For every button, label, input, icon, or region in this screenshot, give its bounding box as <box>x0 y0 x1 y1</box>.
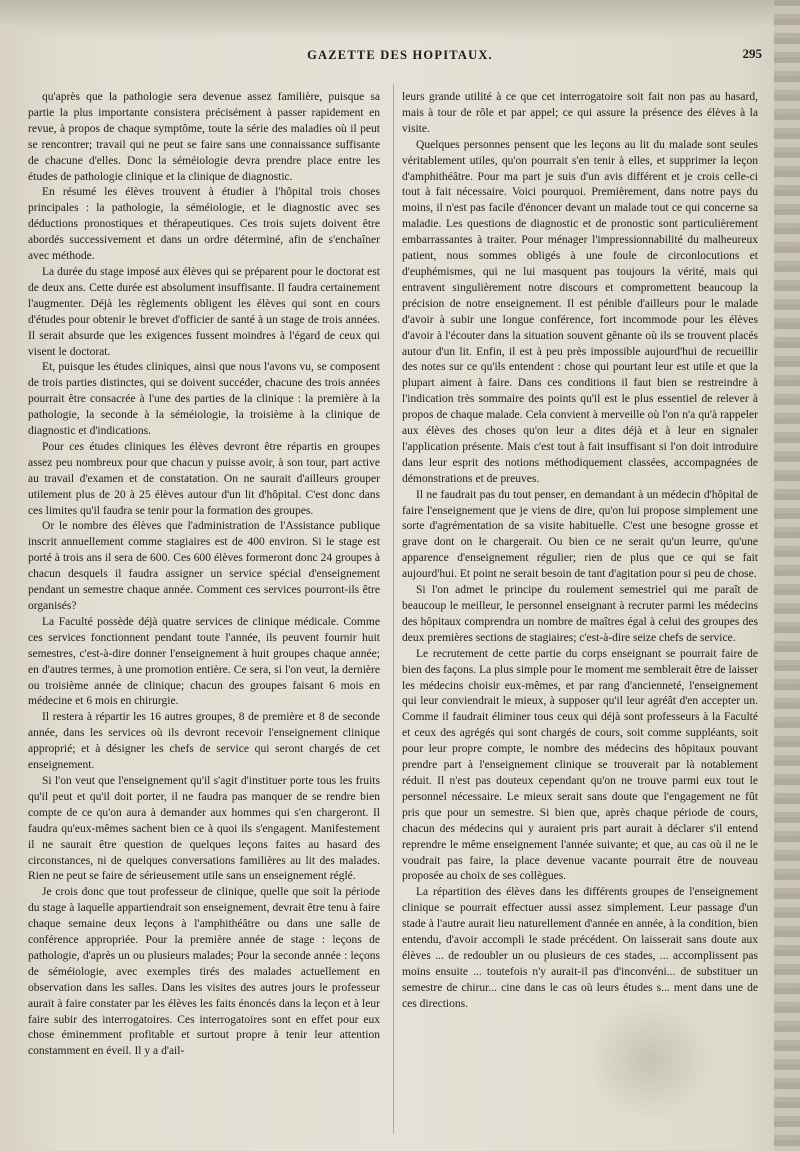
page-number: 295 <box>742 46 762 61</box>
paragraph: En résumé les élèves trouvent à étudier à l'hôpital trois choses principales : la pathologie, la séméiologie, et le diagnostic avec ses déductions pronostiques et thérapeutiques. Ces trois sujets doivent être abordés successivement et dans un ordre déterminé, afin de s'enchaîner avec méthode. <box>28 186 380 263</box>
paragraph: qu'après que la pathologie sera devenue assez familière, puisque sa partie la plus importante consistera précisément à passer rapidement en revue, à propos de chaque symptôme, toute la série des maladies où il peut se rencontrer; travail qui ne peut se faire sans une connaissance suffisante de chacune d'elles. Donc la séméiologie devra prendre place entre les études de pathologie clinique et la clinique de diagnostic. <box>28 91 380 183</box>
paragraph: La répartition des élèves dans les différents groupes de l'enseignement clinique se pourrait effectuer aussi assez simplement. Leur passage d'un stade à l'autre aurait lieu naturellement d'année en année, à la condition, bien entendu, d'avoir accompli le stade précédent. On laisserait sans doute aux élèves ... de redoubler un ou plusieurs de ces stades, ... accomplissent pas moins ensuite ... toutefois n'y aurait-il pas d'inconvéni... de substituer un semestre de chirur... cine dans le cas où leurs études s... ment dans une de ces directions. <box>402 886 758 1010</box>
journal-title: GAZETTE DES HOPITAUX. <box>307 48 493 62</box>
paragraph: Et, puisque les études cliniques, ainsi que nous l'avons vu, se composent de trois parties distinctes, qui se doivent succéder, chacune des trois années pourrait être consacrée à l'une des parties de la clinique : la première à la pathologie, la seconde à la séméiologie, la troisième à la clinique de diagnostic et d'indications. <box>28 361 380 438</box>
paragraph: Je crois donc que tout professeur de clinique, quelle que soit la période du stage à laquelle appartiendrait son enseignement, devrait être tenu à faire chaque semaine deux leçons à l'amphithéâtre ou dans une salle de conférence appropriée. Pour la première année de stage : leçons de pathologie, d'après un ou plusieurs malades; Pour la seconde année : leçons de séméiologie, avec exemples tirés des malades actuellement en observation dans les salles. Dans les visites des autres jours le professeur aurait à faire constater par les élèves les faits énoncés dans la leçon et à leur faire subir des interrogatoires. Ces interrogatoires sont en effet pour eux chose éminemment profitable et surtout propre à tenir leur attention constamment en éveil. Il y a d'ail- <box>28 886 380 1058</box>
paragraph: Quelques personnes pensent que les leçons au lit du malade sont seules véritablement utiles, qu'on pourrait s'en tenir à elles, et supprimer la leçon d'amphithéâtre. Pour ma part je suis d'un avis différent et je crois celle-ci tout à fait nécessaire. Voici pourquoi. Premièrement, dans notre pays du moins, il n'est pas facile d'énoncer devant un malade tout ce qui concerne sa maladie. Les questions de diagnostic et de pronostic sont particulièrement embarrassantes à traiter. Pour ménager l'impressionnabilité du malheureux patient, nous sommes obligés à une foule de circonlocutions et d'euphémismes, qui ne lui masquent pas toujours la vérité, mais qui entravent singulièrement notre discours et compromettent beaucoup la précision de notre enseignement. Il est pénible d'ailleurs pour le malade d'avoir à subir une longue conférence, fort incommode pour les élèves d'avoir à l'écouter dans la situation souvent gênante où ils se trouvent placés autour d'un lit. Enfin, il est à peu près impossible aujourd'hui de recueillir des notes sur ce qu'ils entendent : chose qui pourtant leur est utile et que la plupart aiment à faire. Dans ces conditions il faut bien se restreindre à l'indication très sommaire des points qu'il est le plus essentiel de relever à propos de chaque malade. Cela convient à merveille où l'on n'a qu'à rappeler aux élèves des choses qu'on leur a dites déjà et à leur en signaler l'application présente. Mais c'est tout à fait insuffisant si l'on doit introduire dans leur esprit des notions méthodiquement classées, accompagnées de démonstrations et de preuves. <box>402 138 758 485</box>
torn-right-edge <box>774 0 800 1151</box>
paragraph: leurs grande utilité à ce que cet interrogatoire soit fait non pas au hasard, mais à tour de rôle et par appel; ce qui assure la présence des élèves à la visite. <box>402 91 758 135</box>
paragraph: La durée du stage imposé aux élèves qui se préparent pour le doctorat est de deux ans. Cette durée est absolument insuffisante. Il faudra certainement l'augmenter. Déjà les règlements obligent les élèves qui sont en cours d'études pour obtenir le brevet d'officier de santé à un stage de trois années. Il serait absurde que les exigences fussent moindres à l'égard de ceux qui visent le doctorat. <box>28 265 380 358</box>
paragraph: La Faculté possède déjà quatre services de clinique médicale. Comme ces services fonctionnent pendant toute l'année, ils peuvent fournir huit semestres, c'est-à-dire donner l'enseignement à huit groupes chaque année; en d'autres termes, à une promotion entière. Ce sera, si l'on veut, la dernière ou troisième année de clinique; chacun des groupes faisant 6 mois en médecine et 6 mois en chirurgie. <box>28 615 380 708</box>
left-column <box>28 90 380 1060</box>
paragraph: Pour ces études cliniques les élèves devront être répartis en groupes assez peu nombreux pour que chacun y puisse avoir, à son tour, part active au travail d'examen et de constatation. On ne saurait d'ailleurs grouper utilement plus de 20 à 25 élèves autour d'un lit d'hôpital. C'est donc dans ces limites qu'il faudra se tenir pour la formation des groupes. <box>28 440 380 517</box>
paragraph: Il ne faudrait pas du tout penser, en demandant à un médecin d'hôpital de faire l'enseignement que je viens de dire, qu'on lui propose simplement une sorte d'agrémentation de sa visite habituelle. C'est une besogne grosse et grave dont on le chargerait. Ou bien ce ne serait qu'un leurre, qu'une apparence d'enseignement régulier; rien de plus que ce qui se fait aujourd'hui. Et point ne serait besoin de tant d'agitation pour si peu de chose. <box>402 488 758 581</box>
paper-stain <box>585 1000 715 1120</box>
paragraph: Le recrutement de cette partie du corps enseignant se pourrait faire de bien des façons. La plus simple pour le moment me semblerait être de laisser les médecins choisir eux-mêmes, et par rang d'ancienneté, l'enseignement qui leur conviendrait le mieux, à supposer qu'il leur agréât d'en accepter un. Comme il faudrait éliminer tous ceux qui déjà sont professeurs à la Faculté et ceux des agrégés qui sont chargés de cours, soit comme suppléants, soit pour leur propre compte, le nombre des médecins des hôpitaux pouvant prendre part à l'enseignement clinique se trouverait par là notablement réduit. Il n'est pas douteux cependant qu'on ne trouve parmi eux tout le personnel nécessaire. Le mieux serait sans doute que l'engagement ne fût pris que pour un semestre. Si bien que, après chaque période de cours, chacun des médecins qui y auraient pris part aurait à déclarer s'il entend reprendre le même enseignement l'année suivante; et que, au cas où il ne le voudrait pas faire, la place devenue vacante pourrait être de nouveau proposée au choix de ses collègues. <box>402 647 758 883</box>
paragraph: Si l'on admet le principe du roulement semestriel qui me paraît de beaucoup le meilleur, le personnel enseignant à recruter parmi les médecins des hôpitaux comprendra un nombre de maîtres égal à celui des groupes des deux premières sections de stagiaires; c'est-à-dire seize chefs de service. <box>402 584 758 644</box>
paragraph: Or le nombre des élèves que l'administration de l'Assistance publique inscrit annuellement comme stagiaires est de 400 environ. Si le stage est porté à trois ans il sera de 600. Ces 600 élèves formeront donc 24 groupes à chacun desquels il faudra assigner un service spécial d'enseignement pendant un semestre chaque année. Comment ces services pourront-ils être organisés? <box>28 520 380 612</box>
right-column <box>402 90 758 1013</box>
page-header <box>0 46 800 68</box>
column-divider <box>393 84 394 1134</box>
scan-top-margin <box>0 0 800 40</box>
paragraph: Il restera à répartir les 16 autres groupes, 8 de première et 8 de seconde année, dans les services où ils devront recevoir l'enseignement clinique approprié; et à désigner les chefs de service qui seront chargés de cet enseignement. <box>28 711 380 772</box>
paragraph: Si l'on veut que l'enseignement qu'il s'agit d'instituer porte tous les fruits qu'il peut et qu'il doit porter, il ne faudra pas manquer de se rendre bien compte de ce qu'on aura à demander aux hommes qui s'en chargeront. Il faudra qu'eux-mêmes sachent bien ce à quoi ils s'engagent. Manifestement il ne saurait être question de quelques leçons faites au hasard des circonstances, ni de quelques conversations familières au lit des malades. Rien ne peut se faire de sérieusement utile sans un enseignement réglé. <box>28 774 380 883</box>
